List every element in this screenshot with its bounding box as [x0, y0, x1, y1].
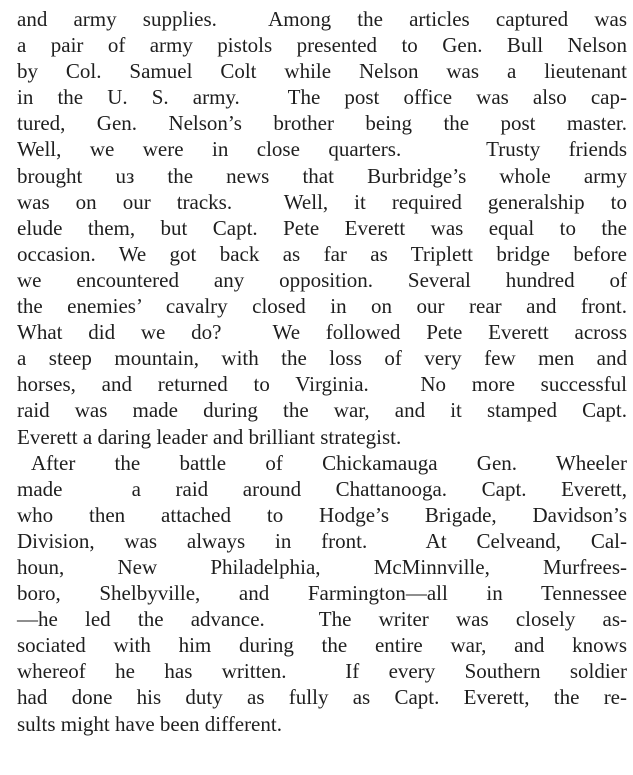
text-line: who then attached to Hodge’s Brigade, Davidson’s [17, 502, 627, 527]
text-line: a steep mountain, with the loss of very few men and [17, 346, 627, 371]
text-line: made a raid around Chattanooga. Capt. Everett, [17, 476, 627, 501]
text-line: elude them, but Capt. Pete Everett was equal to the [17, 215, 627, 240]
text-line: —he led the advance. The writer was closely as- [17, 607, 627, 632]
text-line: had done his duty as fully as Capt. Everett, the re- [17, 685, 627, 710]
document-page [17, 6, 627, 737]
text-line: sults might have been different. [17, 711, 282, 736]
text-line: What did we do? We followed Pete Everett across [17, 320, 627, 345]
paragraph-1 [17, 6, 627, 450]
text-line: raid was made during the war, and it stamped Capt. [17, 398, 627, 423]
text-line: After the battle of Chickamauga Gen. Wheeler [31, 450, 627, 475]
text-line: Well, we were in close quarters. Trusty friends [17, 137, 627, 162]
text-line: and army supplies. Among the articles captured was [17, 7, 627, 31]
text-line: whereof he has written. If every Southern soldier [17, 659, 627, 684]
text-line: by Col. Samuel Colt while Nelson was a lieutenant [17, 59, 627, 84]
text-line: sociated with him during the entire war, and knows [17, 633, 627, 658]
text-line: Division, was always in front. At Celveand, Cal- [17, 528, 627, 553]
text-line: occasion. We got back as far as Triplett bridge before [17, 241, 627, 266]
text-line: in the U. S. army. The post office was also cap- [17, 85, 627, 110]
text-line: tured, Gen. Nelson’s brother being the post master. [17, 111, 627, 136]
text-line: was on our tracks. Well, it required generalship to [17, 189, 627, 214]
text-line: boro, Shelbyville, and Farmington—all in Tennessee [17, 581, 627, 606]
text-line: Everett a daring leader and brilliant strategist. [17, 424, 402, 449]
text-line: horses, and returned to Virginia. No more successful [17, 372, 627, 397]
text-line: brought uз the news that Burbridge’s whole army [17, 163, 627, 188]
text-line: we encountered any opposition. Several hundred of [17, 267, 627, 292]
text-line: the enemies’ cavalry closed in on our rear and front. [17, 294, 627, 319]
text-line: houn, New Philadelphia, McMinnville, Murfrees- [17, 554, 627, 579]
paragraph-2 [17, 450, 627, 737]
text-line: a pair of army pistols presented to Gen. Bull Nelson [17, 33, 627, 58]
